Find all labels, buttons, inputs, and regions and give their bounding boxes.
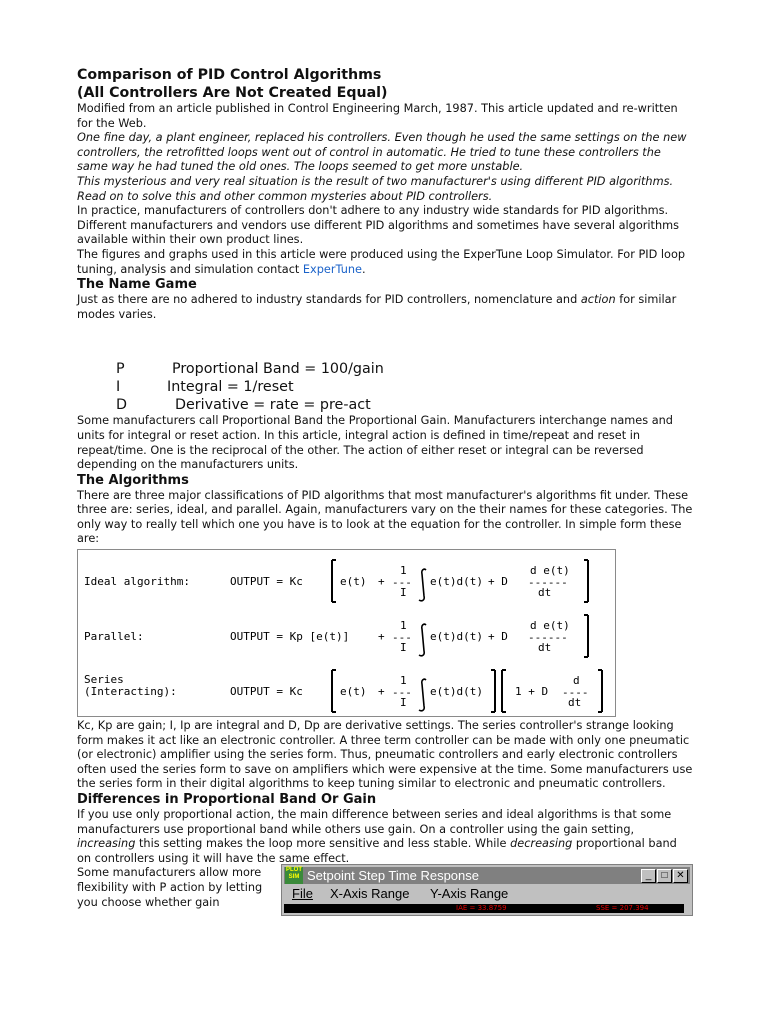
- parallel-label: Parallel:: [84, 630, 144, 644]
- differences-heading: Differences in Proportional Band Or Gain: [77, 792, 377, 808]
- left-bracket: [332, 560, 336, 602]
- integral-term: e(t)d(t): [430, 630, 483, 644]
- series-et: e(t): [340, 685, 367, 699]
- minimize-button[interactable]: _: [641, 869, 656, 883]
- parallel-output: OUTPUT = Kp [e(t)]: [230, 630, 350, 644]
- definition-p: [116, 360, 693, 378]
- article: [77, 66, 693, 926]
- plus-sign: +: [378, 685, 385, 699]
- def-value: Integral = 1/reset: [167, 379, 294, 396]
- def-value: Derivative = rate = pre-act: [175, 397, 371, 414]
- diff-em-2: decreasing: [510, 837, 573, 851]
- name-game-em: action: [580, 293, 616, 307]
- series-label-1: Series: [84, 673, 124, 687]
- figures-text-end: .: [361, 262, 366, 276]
- fraction-num: 1: [400, 619, 407, 633]
- title-line-2: (All Controllers Are Not Created Equal): [77, 85, 388, 101]
- story-paragraph: One fine day, a plant engineer, replaced his controllers. Even though he used the same settings on the new controllers, the retrofitted loops went out of control in automatic. He tried to tune these controllers the same way he had tuned the old ones. The loops seemed to get more unstable.: [77, 131, 687, 174]
- plus-d: + D: [488, 575, 508, 589]
- diff-text-1: If you use only proportional action, the main difference between series and ideal algorithms is that some manufacturers use proportional band while others use gain. On a controller using the gain setting,: [77, 808, 672, 836]
- name-game-heading: The Name Game: [77, 277, 197, 293]
- integral-term: e(t)d(t): [430, 685, 483, 699]
- wrap-section: [77, 866, 693, 926]
- diff-text-2: this setting makes the loop more sensitive and less stable. While: [135, 837, 511, 851]
- right-bracket: [598, 670, 602, 712]
- fraction-num: 1: [400, 674, 407, 688]
- iae-readout: IAE = 33.8759: [456, 904, 507, 913]
- intro-paragraph: Modified from an article published in Control Engineering March, 1987. This article updated and re-written for the Web.: [77, 102, 678, 130]
- def-key: D: [116, 397, 128, 414]
- plus-d: + D: [488, 630, 508, 644]
- menubar: [284, 885, 690, 903]
- plus-sign: +: [378, 630, 385, 644]
- logo-top: PLOT: [286, 867, 302, 874]
- right-bracket: [584, 560, 588, 602]
- sse-readout: SSE = 207.394: [596, 904, 649, 913]
- deriv-bar: ------: [528, 576, 568, 590]
- fraction-den: I: [400, 586, 407, 600]
- fraction-bar: ---: [392, 631, 412, 645]
- right-bracket: [584, 615, 588, 657]
- ideal-et: e(t): [340, 575, 367, 589]
- left-bracket: [332, 670, 336, 712]
- series-output: OUTPUT = Kc: [230, 685, 303, 699]
- close-button[interactable]: ✕: [673, 869, 688, 883]
- practice-paragraph: In practice, manufacturers of controllers don't adhere to any industry wide standards for PID algorithms. Different manufacturers and vendors use different PID algorithms and sometimes have several algorithms available within their own product lines.: [77, 204, 680, 247]
- def-key: P: [116, 361, 125, 378]
- left-bracket: [502, 670, 506, 712]
- right-bracket: [491, 670, 495, 712]
- fraction-bar: ---: [392, 576, 412, 590]
- differences-paragraph: [77, 808, 693, 866]
- title-line-1: Comparison of PID Control Algorithms: [77, 67, 382, 83]
- deriv-bar: ----: [562, 686, 589, 700]
- def-value: Proportional Band = 100/gain: [172, 361, 384, 378]
- pid-definitions: [116, 360, 693, 414]
- window-titlebar[interactable]: [284, 867, 690, 884]
- diff-text-3: proportional band on controllers using it will have the same effect.: [77, 837, 677, 865]
- plotsim-logo-icon: [285, 867, 303, 884]
- menu-x-axis-range[interactable]: X-Axis Range: [330, 886, 410, 902]
- ideal-output: OUTPUT = Kc: [230, 575, 303, 589]
- algorithms-heading: The Algorithms: [77, 472, 189, 488]
- fraction-bar: ---: [392, 686, 412, 700]
- figures-paragraph: [77, 248, 693, 277]
- deriv-num: d e(t): [530, 564, 570, 578]
- wrap-paragraph: Some manufacturers allow more flexibility with P action by letting you choose whether gain: [77, 866, 263, 909]
- menu-file[interactable]: File: [292, 886, 313, 902]
- series-label-2: (Interacting):: [84, 685, 177, 699]
- deriv-num: d: [573, 674, 580, 688]
- diff-em-1: increasing: [77, 837, 136, 851]
- deriv-den: dt: [568, 696, 582, 710]
- fraction-den: I: [400, 696, 407, 710]
- ideal-label: Ideal algorithm:: [84, 575, 190, 589]
- integral-term: e(t)d(t): [430, 575, 483, 589]
- figures-text: The figures and graphs used in this article were produced using the ExperTune Loop Simulator. For PID loop tuning, analysis and simulation contact: [77, 247, 686, 276]
- menu-y-axis-range[interactable]: Y-Axis Range: [430, 886, 509, 902]
- name-game-text-end: for similar modes varies.: [77, 293, 677, 321]
- definition-d: [116, 396, 693, 414]
- plotsim-window[interactable]: [281, 864, 693, 916]
- definition-i: [116, 378, 693, 396]
- formulas-svg: [78, 550, 615, 716]
- deriv-den: dt: [538, 641, 552, 655]
- pid-formulas-figure: [77, 549, 616, 717]
- name-game-text: Just as there are no adhered to industry standards for PID controllers, nomenclature and: [77, 293, 581, 307]
- fraction-num: 1: [400, 564, 407, 578]
- one-plus-d: 1 + D: [515, 685, 549, 699]
- plot-area: [284, 904, 684, 913]
- deriv-den: dt: [538, 586, 552, 600]
- deriv-bar: ------: [528, 631, 568, 645]
- def-key: I: [116, 379, 121, 396]
- name-game-paragraph: [77, 293, 693, 322]
- deriv-num: d e(t): [530, 619, 570, 633]
- algorithms-paragraph: There are three major classifications of PID algorithms that most manufacturer's algorithms fit under. These three are: series, ideal, and parallel. Again, manufacturers vary on the their names for these categories. The only way to really tell which one you have is to look at the equation for the controller. In simple form these are:: [77, 488, 693, 546]
- logo-bottom: SIM: [288, 874, 300, 881]
- expertune-link[interactable]: ExperTune: [302, 262, 362, 276]
- fraction-den: I: [400, 641, 407, 655]
- plus-sign: +: [378, 575, 385, 589]
- algorithms-after: Kc, Kp are gain; I, Ip are integral and D, Dp are derivative settings. The series controller's strange looking form makes it act like an electronic controller. A three term controller can be made with only one pneumatic (or electronic) amplifier using the series form. Thus, pneumatic controllers and early electronic controllers often used the series form to save on amplifiers which were expensive at the time. Some manufacturers use the series form in their digital algorithms to keep tuning similar to electronic and pneumatic controllers.: [77, 719, 693, 791]
- integral-sign: [419, 624, 426, 656]
- maximize-button[interactable]: □: [657, 869, 672, 883]
- name-game-after: Some manufacturers call Proportional Band the Proportional Gain. Manufacturers interchange names and units for integral or reset action. In this article, integral action is defined in time/repeat and reset in repeat/time. One is the reciprocal of the other. The action of either reset or integral can be reversed depending on the manufacturers units.: [77, 414, 673, 472]
- integral-sign: [419, 679, 426, 711]
- window-title: Setpoint Step Time Response: [307, 868, 479, 884]
- integral-sign: [419, 569, 426, 601]
- mystery-paragraph: This mysterious and very real situation is the result of two manufacturer's using different PID algorithms. Read on to solve this and other common mysteries about PID controllers.: [77, 174, 674, 203]
